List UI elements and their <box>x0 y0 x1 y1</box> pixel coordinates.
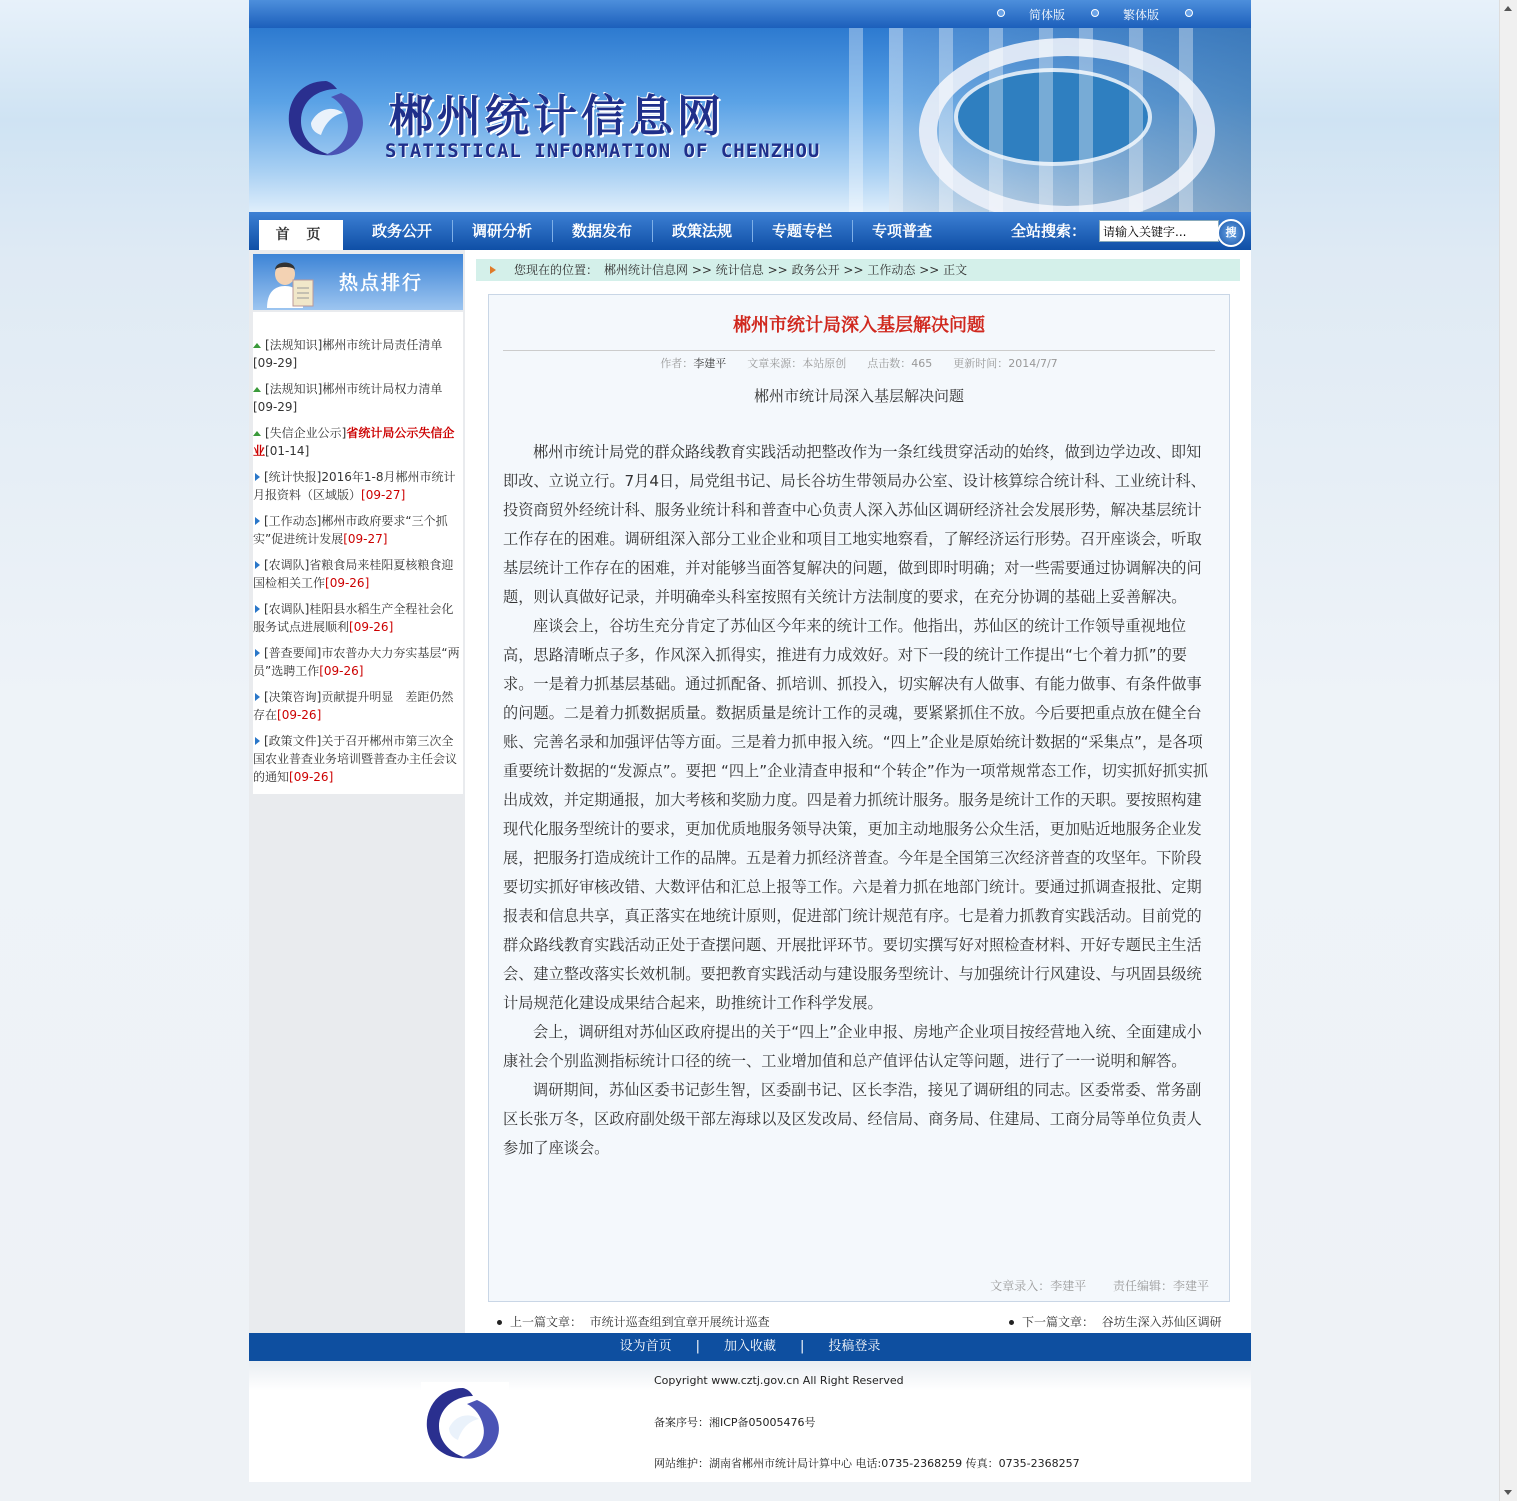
hot-ranking-list <box>253 312 463 794</box>
vertical-scrollbar[interactable] <box>1499 0 1517 1501</box>
item-date: [09-26] <box>319 664 364 678</box>
banner-stripe <box>1129 28 1143 212</box>
author-label: 作者： <box>660 357 694 370</box>
footer <box>249 1361 1251 1482</box>
paragraph: 座谈会上，谷坊生充分肯定了苏仙区今年来的统计工作。他指出，苏仙区的统计工作领导重视地位高，思路清晰点子多，作风深入抓得实，推进有力成效好。对下一段的统计工作提出“七个着力抓”的要求。一是着力抓基层基础。通过抓配备、抓培训、抓投入，切实解决有人做事、有能力做事、有条件做事的问题。二是着力抓数据质量。数据质量是统计工作的灵魂，要紧紧抓住不放。今后要把重点放在健全台账、完善名录和加强评估等方面。三是着力抓申报入统。“四上”企业是原始统计数据的“采集点”，是各项重要统计数据的“发源点”。要把 “四上”企业清查申报和“个转企”作为一项常规常态工作，切实抓好抓实抓出成效，并定期通报，加大考核和奖励力度。四是着力抓统计服务。服务是统计工作的天职。要按照构建现代化服务型统计的要求，更加优质地服务领导决策，更加主动地服务公众生活，更加贴近地服务企业发展，把服务打造成统计工作的品牌。五是着力抓经济普查。今年是全国第三次经济普查的攻坚年。下阶段要切实抓好审核改错、大数评估和汇总上报等工作。六是着力抓在地部门统计。要通过抓调查报批、定期报表和信息共享，真正落实在地统计原则，促进部门统计规范有序。七是着力抓教育实践活动。目前党的群众路线教育实践活动正处于查摆问题、开展批评环节。要切实撰写好对照检查材料、开好专题民主生活会、建立整改落实长效机制。要把教育实践活动与建设服务型统计、与加强统计行风建设、与巩固县级统计局规范化建设成果结合起来，助推统计工作科学发展。 <box>503 617 1209 1012</box>
article-meta <box>489 355 1229 371</box>
item-date: [09-27] <box>361 488 406 502</box>
scroll-up-icon[interactable] <box>1504 6 1512 11</box>
list-item[interactable] <box>253 424 461 460</box>
breadcrumb-separator: >> <box>843 263 864 277</box>
entry-label: 文章录入： <box>990 1279 1051 1293</box>
page <box>249 0 1251 1482</box>
paragraph: 郴州市统计局党的群众路线教育实践活动把整改作为一条红线贯穿活动的始终，做到边学边改、即知即改、立说立行。7月4日，局党组书记、局长谷坊生带领局办公室、设计核算综合统计科、工业统计科、投资商贸外经统计科、服务业统计科和普查中心负责人深入苏仙区调研经济社会发展形势，解决基层统计工作存在的困难。调研组深入部分工业企业和项目工地实地察看，了解经济运行形势。召开座谈会，听取基层统计工作存在的困难，并对能够当面答复解决的问题，做到即时明确；对一些需要通过协调解决的问题，则认真做好记录，并明确牵头科室按照有关统计方法制度的要求，在充分协调的基础上妥善解决。 <box>503 443 1206 606</box>
list-item[interactable] <box>253 732 461 786</box>
banner-stripe <box>1079 28 1093 212</box>
banner-stripe <box>989 28 1003 212</box>
breadcrumb-gov-affairs[interactable]: 政务公开 <box>791 263 840 277</box>
nav-item-data-release[interactable]: 数据发布 <box>571 222 632 240</box>
nav-item-policy[interactable]: 政策法规 <box>671 222 732 240</box>
hot-ranking-header <box>253 254 463 310</box>
arrow-icon <box>255 693 260 701</box>
hot-ranking-title: 热点排行 <box>339 272 424 294</box>
item-title: [农调队]省粮食局来桂阳夏核粮食迎国检相关工作 <box>253 558 454 590</box>
item-title: [法规知识]郴州市统计局责任清单 <box>265 338 443 352</box>
source-label: 文章来源： <box>747 357 803 370</box>
item-date: [09-26] <box>277 708 322 722</box>
list-item[interactable] <box>253 600 461 636</box>
footer-separator: | <box>800 1339 805 1354</box>
bullet-icon <box>1009 1320 1014 1325</box>
nav-item-census[interactable]: 专项普查 <box>871 222 932 240</box>
breadcrumb-work-news[interactable]: 工作动态 <box>867 263 916 277</box>
footer-separator: | <box>695 1339 700 1354</box>
banner-stripe <box>939 28 953 212</box>
up-triangle-icon <box>253 343 261 348</box>
set-homepage-link[interactable]: 设为首页 <box>619 1339 672 1354</box>
item-date: [09-29] <box>253 356 298 370</box>
scroll-down-icon[interactable] <box>1504 1490 1512 1495</box>
site-logo-icon <box>281 73 371 163</box>
banner-stripe <box>1179 28 1193 212</box>
breadcrumb-arrow-icon <box>490 266 496 274</box>
icp-number: 备案序号：湘ICP备05005476号 <box>654 1416 816 1429</box>
banner-stripe <box>1039 28 1053 212</box>
list-item[interactable] <box>253 336 461 372</box>
nav-item-research[interactable]: 调研分析 <box>471 222 532 240</box>
item-title: [政策文件]关于召开郴州市第三次全国农业普查业务培训暨普查办主任会议的通知 <box>253 734 458 784</box>
source: 本站原创 <box>802 357 847 370</box>
next-title[interactable]: 谷坊生深入苏仙区调研 <box>1101 1315 1222 1329</box>
item-title: [工作动态]郴州市政府要求“三个抓实”促进统计发展 <box>253 514 448 546</box>
arrow-icon <box>255 605 260 613</box>
next-label: 下一篇文章： <box>1022 1315 1095 1329</box>
item-date: [01-14] <box>265 444 310 458</box>
nav-item-special-topics[interactable]: 专题专栏 <box>771 222 832 240</box>
user-avatar-icon <box>263 258 319 308</box>
item-title: [失信企业公示] <box>265 426 347 440</box>
item-date: [09-27] <box>343 532 388 546</box>
search-label: 全站搜索： <box>1011 222 1087 240</box>
article-subtitle: 郴州市统计局深入基层解决问题 <box>753 387 964 405</box>
submit-login-link[interactable]: 投稿登录 <box>828 1339 881 1354</box>
breadcrumb-home[interactable]: 郴州统计信息网 <box>604 263 689 277</box>
breadcrumb-label: 您现在的位置： <box>514 263 599 277</box>
search-button[interactable]: 搜 <box>1217 219 1245 247</box>
item-date: [09-29] <box>253 400 298 414</box>
copyright: Copyright www.cztj.gov.cn All Right Reserved <box>654 1374 904 1387</box>
item-highlight: 省统计局公示失信企业 <box>253 426 455 458</box>
clicks: 465 <box>911 357 933 370</box>
item-title: [决策咨询]贡献提升明显 差距仍然存在 <box>253 690 454 722</box>
entry: 李建平 <box>1050 1279 1087 1293</box>
prev-label: 上一篇文章： <box>510 1315 583 1329</box>
item-title: [普查要闻]市农普办大力夯实基层“两员”选聘工作 <box>253 646 460 678</box>
article-title: 郴州市统计局深入基层解决问题 <box>733 315 985 336</box>
item-title: [统计快报]2016年1-8月郴州市统计月报资料（区域版） <box>253 470 456 502</box>
up-triangle-icon <box>253 431 261 436</box>
editor: 李建平 <box>1172 1279 1209 1293</box>
prev-title[interactable]: 市统计巡查组到宜章开展统计巡查 <box>589 1315 770 1329</box>
main-nav <box>249 212 1251 250</box>
maintainer-info: 网站维护：湖南省郴州市统计局计算中心 电话:0735-2368259 传真：0735-2368257 <box>654 1457 1080 1470</box>
footer-links <box>249 1333 1251 1361</box>
updated-label: 更新时间： <box>953 357 1009 370</box>
list-item[interactable] <box>253 556 461 592</box>
arrow-icon <box>255 737 260 745</box>
list-item[interactable] <box>253 380 461 416</box>
list-item[interactable] <box>253 688 461 724</box>
banner <box>249 28 1251 212</box>
site-title: 郴州统计信息网 <box>389 91 725 142</box>
item-date: [09-26] <box>325 576 370 590</box>
breadcrumb-separator: >> <box>767 263 788 277</box>
paragraph: 会上，调研组对苏仙区政府提出的关于“四上”企业申报、房地产企业项目按经营地入统、全面建成小康社会个别监测指标统计口径的统一、工业增加值和总产值评估认定等问题，进行了一一说明和解答。 <box>503 1023 1202 1070</box>
breadcrumb-stats-info[interactable]: 统计信息 <box>715 263 764 277</box>
stadium-field <box>954 68 1152 166</box>
add-favorite-link[interactable]: 加入收藏 <box>723 1339 776 1354</box>
list-item[interactable] <box>253 468 461 504</box>
banner-stripe <box>849 28 863 212</box>
editor-label: 责任编辑： <box>1112 1279 1173 1293</box>
sidebar <box>249 250 465 1333</box>
site-subtitle: STATISTICAL INFORMATION OF CHENZHOU <box>385 140 821 162</box>
breadcrumb-current: 正文 <box>943 263 968 277</box>
bullet-icon <box>997 9 1005 17</box>
prev-article-link[interactable] <box>497 1313 770 1330</box>
arrow-icon <box>255 649 260 657</box>
updated: 2014/7/7 <box>1008 357 1058 370</box>
up-triangle-icon <box>253 387 261 392</box>
nav-item-government-affairs[interactable]: 政务公开 <box>371 222 432 240</box>
article-footer-meta <box>990 1277 1209 1294</box>
item-title: [农调队]桂阳县水稻生产全程社会化服务试点进展顺利 <box>253 602 454 634</box>
item-date: [09-26] <box>349 620 394 634</box>
breadcrumb-separator: >> <box>691 263 712 277</box>
bullet-icon <box>1091 9 1099 17</box>
bullet-icon <box>497 1320 502 1325</box>
breadcrumb-separator: >> <box>919 263 940 277</box>
paragraph: 调研期间，苏仙区委书记彭生智，区委副书记、区长李浩，接见了调研组的同志。区委常委、常务副区长张万冬，区政府副处级干部左海球以及区发改局、经信局、商务局、住建局、工商分局等单位负责人参加了座谈会。 <box>503 1081 1202 1157</box>
banner-stripe <box>889 28 903 212</box>
list-item[interactable] <box>253 512 461 548</box>
search-input[interactable] <box>1099 220 1219 242</box>
item-date: [09-26] <box>289 770 334 784</box>
article-body <box>503 438 1209 1163</box>
article <box>488 294 1230 1302</box>
arrow-icon <box>255 561 260 569</box>
footer-logo-icon <box>421 1382 509 1464</box>
bullet-icon <box>1185 9 1193 17</box>
list-item[interactable] <box>253 644 461 680</box>
clicks-label: 点击数： <box>867 357 912 370</box>
breadcrumb <box>476 259 1240 281</box>
simplified-link[interactable]: 简体版 <box>1029 8 1066 22</box>
arrow-icon <box>255 473 260 481</box>
next-article-link[interactable] <box>1009 1313 1222 1330</box>
arrow-icon <box>255 517 260 525</box>
divider <box>503 350 1215 351</box>
language-bar <box>249 0 1251 28</box>
traditional-link[interactable]: 繁体版 <box>1123 8 1160 22</box>
nav-home[interactable]: 首 页 <box>259 220 343 250</box>
author: 李建平 <box>693 357 727 370</box>
item-title: [法规知识]郴州市统计局权力清单 <box>265 382 443 396</box>
